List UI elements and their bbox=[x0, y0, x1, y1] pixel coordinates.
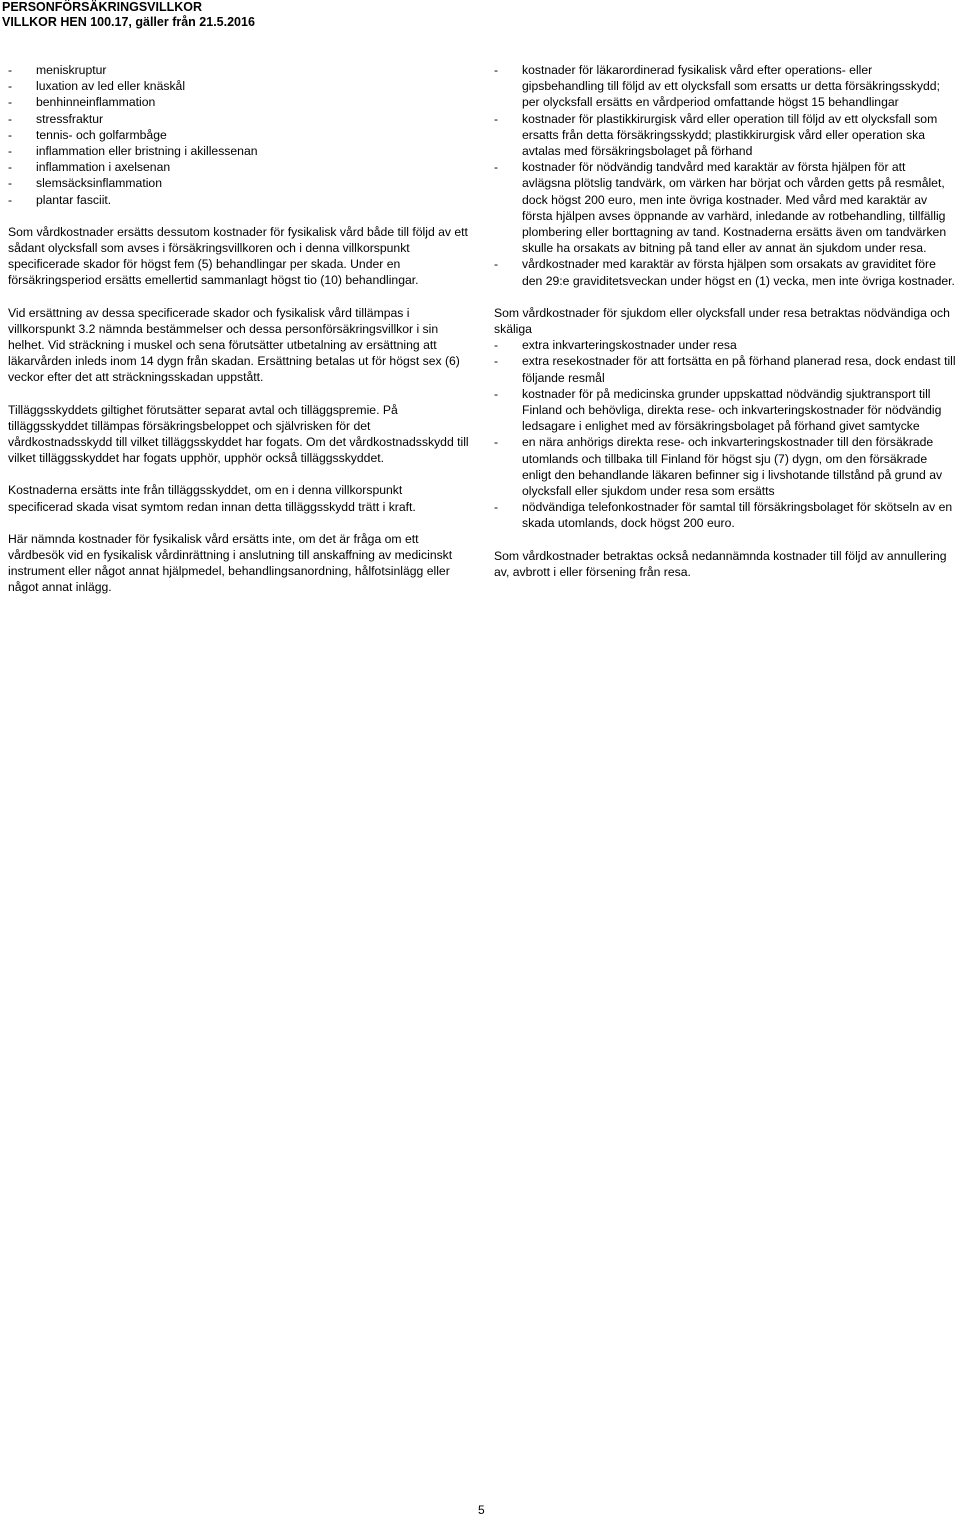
paragraph: Som vårdkostnader betraktas också nedannämnda kostnader till följd av annullering av, avbrott i eller försening från resa. bbox=[494, 548, 947, 579]
list-item: - meniskruptur bbox=[8, 63, 107, 77]
document-header bbox=[2, 0, 255, 30]
paragraph: Här nämnda kostnader för fysikalisk vård ersätts inte, om det är fråga om ett vårdbesök vid en fysikalisk vårdinrättning i anslutning till anskaffning av medicinskt instrument eller något annat hjälpmedel, behandlingsanordning, hålfotsinlägg eller något annat inlägg. bbox=[8, 531, 453, 595]
cost-list bbox=[494, 62, 956, 289]
paragraph: Vid ersättning av dessa specificerade skador och fysikalisk vård tillämpas i villkorspunkt 3.2 nämnda bestämmelser och dessa personförsäkringsvillkor i sin helhet. Vid sträckning i muskel och sena förutsätter utbetalning av ersättning att läkarvården inleds inom 14 dygn från skadan. Ersättning betalas ut för högst sex (6) veckor efter det att sträckningsskadan uppstått. bbox=[8, 305, 460, 385]
list-item: - extra inkvarteringskostnader under resa bbox=[494, 338, 737, 353]
list-item: - kostnader för läkarordinerad fysikalisk vård efter operations- eller gipsbehandling till följd av ett olycksfall som ersatts ur detta försäkringsskydd; per olycksfall ersätts en vårdperiod omfattande högst 15 behandlingar bbox=[494, 63, 940, 110]
list-item: - en nära anhörigs direkta rese- och inkvarteringskostnader till den försäkrade utomlands och tillbaka till Finland för högst sju (7) dygn, om den försäkrade enligt den behandlande läkaren befinner sig i livshotande tillstånd på grund av olycksfall eller sjukdom under resa som ersätts bbox=[494, 435, 943, 499]
travel-cost-list bbox=[494, 337, 956, 531]
list-item: - kostnader för på medicinska grunder uppskattad nödvändig sjuktransport till Finland och behövliga, direkta rese- och inkvarteringskostnader för nödvändig ledsagare i enlighet med av försäkringsbolaget på förhand givet samtycke bbox=[494, 386, 942, 434]
list-item: - inflammation i axelsenan bbox=[8, 160, 171, 175]
list-item: - kostnader för nödvändig tandvård med karaktär av första hjälpen för att avlägsna plötslig tandvärk, om värken har börjat och vården getts på resmålet, dock högst 200 euro, men inte övriga kostnader. Med vård med karaktär av första hjälpen avses öppnande av varhärd, inledande av rotbehandling, tillfällig plombering eller borttagning av tand. Kostnaderna ersätts även om tandvärken skulle ha orsakats av bitning på tand eller av annat än sjukdom under resa. bbox=[494, 160, 947, 256]
paragraph: Som vårdkostnader för sjukdom eller olycksfall under resa betraktas nödvändiga och skäliga bbox=[494, 305, 950, 337]
injury-list bbox=[8, 62, 470, 208]
list-item: - slemsäcksinflammation bbox=[8, 176, 162, 191]
list-item: - luxation av led eller knäskål bbox=[8, 79, 186, 94]
list-item: - extra resekostnader för att fortsätta en på förhand planerad resa, dock endast till följande resmål bbox=[494, 354, 956, 385]
list-item: - benhinneinflammation bbox=[8, 95, 156, 110]
list-item: - nödvändiga telefonkostnader för samtal till försäkringsbolaget för skötseln av en skada utomlands, dock högst 200 euro. bbox=[494, 500, 953, 531]
list-item: - inflammation eller bristning i akillessenan bbox=[8, 144, 258, 159]
right-column bbox=[494, 62, 956, 596]
paragraph: Tilläggsskyddets giltighet förutsätter separat avtal och tilläggspremie. På tilläggsskyddet tillämpas försäkringsbeloppet och självrisken för det vårdkostnadsskydd till vilket tilläggsskyddet har fogats. Om det vårdkostnadsskydd till vilket tilläggsskyddet har fogats upphör, upphör också tilläggsskyddet. bbox=[8, 402, 469, 466]
list-item: - kostnader för plastikkirurgisk vård eller operation till följd av ett olycksfall som ersatts från detta försäkringsskydd; plastikkirurgisk vård eller operation ska avtalas med försäkringsbolaget på förhand bbox=[494, 111, 938, 159]
travel-costs-section bbox=[494, 305, 956, 532]
page-number: 5 bbox=[478, 1503, 485, 1517]
header-subtitle: VILLKOR HEN 100.17, gäller från 21.5.2016 bbox=[2, 15, 255, 29]
left-column bbox=[8, 62, 470, 612]
list-item: - plantar fasciit. bbox=[8, 192, 112, 207]
header-title: PERSONFÖRSÄKRINGSVILLKOR bbox=[2, 0, 203, 14]
list-item: - tennis- och golfarmbåge bbox=[8, 127, 167, 142]
list-item: - stressfraktur bbox=[8, 111, 104, 126]
paragraph: Som vårdkostnader ersätts dessutom kostnader för fysikalisk vård både till följd av ett sådant olycksfall som avses i försäkringsvillkoren och i denna villkorspunkt specificerade skador för högst fem (5) behandlingar per skada. Under en försäkringsperiod ersätts emellertid sammanlagt högst tio (10) behandlingar. bbox=[8, 224, 468, 288]
list-item: - vårdkostnader med karaktär av första hjälpen som orsakats av graviditet före den 29:e graviditetsveckan under högst en (1) vecka, men inte övriga kostnader. bbox=[494, 257, 955, 288]
paragraph: Kostnaderna ersätts inte från tilläggsskyddet, om en i denna villkorspunkt specificerad skada visat symtom redan innan detta tilläggsskydd trätt i kraft. bbox=[8, 483, 416, 514]
